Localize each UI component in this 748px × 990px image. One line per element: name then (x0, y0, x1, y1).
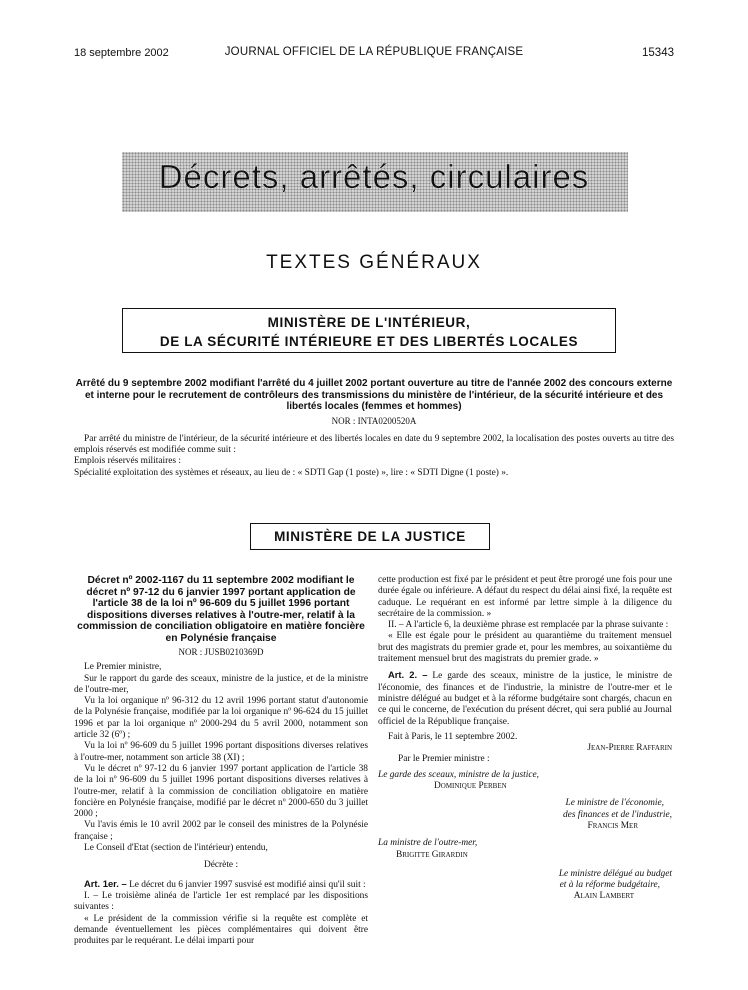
article-1-section-ii: II. – A l'article 6, la deuxième phrase est remplacée par la phrase suivante : (388, 620, 669, 631)
signing-place-date: Fait à Paris, le 11 septembre 2002. (388, 731, 518, 742)
decret-paragraph: Sur le rapport du garde des sceaux, ministre de la justice, et de la ministre de l'outre-mer, (74, 673, 368, 695)
signatory-title-justice: Le garde des sceaux, ministre de la justice, (378, 769, 539, 780)
decret-paragraph: Vu la loi nº 96-609 du 5 juillet 1996 portant dispositions diverses relatives à l'outre-mer, notamment son article 38 (XI) ; (74, 741, 368, 763)
decret-title: Décret nº 2002-1167 du 11 septembre 2002 modifiant le décret nº 97-12 du 6 janvier 1997 portant application de l'article 38 de la loi nº 96-609 du 5 juillet 1996 portant dispositions diverses relatives à l'outre-mer, relatif à la commission de conciliation obligatoire en matière foncière en Polynésie française (77, 575, 365, 644)
ministry-heading-justice: MINISTÈRE DE LA JUSTICE (250, 523, 490, 550)
ministry-heading-line2: DE LA SÉCURITÉ INTÉRIEURE ET DES LIBERTÉS LOCALES (159, 334, 579, 349)
decret-right-column (378, 575, 672, 903)
journal-title: JOURNAL OFFICIEL DE LA RÉPUBLIQUE FRANÇAISE (224, 46, 524, 58)
ministry-heading-interieur (122, 308, 616, 353)
arrete-paragraph: Emplois réservés militaires : (74, 456, 182, 467)
article-2-text: Le garde des sceaux, ministre de la justice, le ministre de l'économie, des finances et de l'industrie, la ministre de l'outre-mer et le ministre délégué au budget et à la réforme budgétaire sont chargés, chacun en ce qui le concerne, de l'exécution du présent décret, qui sera publié au Journal officiel de la République française. (378, 671, 672, 727)
arrete-paragraph: Par arrêté du ministre de l'intérieur, de la sécurité intérieure et des libertés locales en date du 9 septembre 2002, la localisation des postes ouverts au titre des emplois réservés est modifiée comme suit : (74, 434, 674, 456)
article-1-section-i: I. – Le troisième alinéa de l'article 1er est remplacé par les dispositions suivantes : (74, 890, 368, 913)
decret-paragraph: Vu le décret nº 97-12 du 6 janvier 1997 portant application de l'article 38 de la loi nº 96-609 du 5 juillet 1996 portant dispositions diverses relatives à l'outre-mer, relatif à la commission de conciliation obligatoire en matière foncière en Polynésie française, modifié par le décret nº 2000-650 du 3 juillet 2000 ; (74, 763, 368, 820)
signatory-justice: Dominique Perben (434, 781, 507, 792)
article-2 (378, 669, 672, 727)
decret-nor: NOR : JUSB0210369D (178, 647, 264, 657)
article-1-quote: « Le président de la commission vérifie si la requête est complète et demande éventuellement les pièces complémentaires qui doivent être produites par le requérant. Le délai imparti pour (74, 913, 368, 947)
arrete-title: Arrêté du 9 septembre 2002 modifiant l'arrêté du 4 juillet 2002 portant ouverture au titre de l'année 2002 des concours externe et interne pour le recrutement de contrôleurs des transmissions du ministère de l'intérieur, de la sécurité intérieure et des libertés locales (femmes et hommes) (75, 378, 673, 412)
signatory-overseas: Brigitte Girardin (396, 849, 468, 860)
article-1-text: Le décret du 6 janvier 1997 susvisé est modifié ainsi qu'il suit : (129, 879, 366, 890)
arrete-body (74, 434, 674, 479)
article-2-label: Art. 2. – (388, 669, 428, 681)
decret-paragraph: Le Premier ministre, (84, 662, 162, 673)
signatory-intro: Par le Premier ministre : (398, 754, 490, 765)
signatory-economy: Francis Mer (587, 820, 638, 831)
article-1-quote-2: « Elle est égale pour le président au quarantième du traitement mensuel brut des magistrats du premier grade et, pour les membres, au soixantième du traitement mensuel brut des magistrats du premier grade. » (378, 631, 672, 665)
signatory-title-economy-1: Le ministre de l'économie, (565, 798, 664, 809)
signatory-title-budget-1: Le ministre délégué au budget (558, 868, 672, 879)
decrete-label: Décrète : (203, 860, 239, 871)
section-title: TEXTES GÉNÉRAUX (266, 252, 482, 273)
signatory-budget: Alain Lambert (573, 891, 634, 902)
decret-paragraph: Vu l'avis émis le 10 avril 2002 par le conseil des ministres de la Polynésie française ; (74, 820, 368, 842)
article-1-label: Art. 1er. – (84, 877, 127, 889)
publication-date: 18 septembre 2002 (74, 47, 169, 59)
quote-continuation: cette production est fixé par le président et peut être prorogé une fois pour une durée égale ou inférieure. A défaut du respect du délai ainsi fixé, la requête est caduque. Le requérant en est informé par lettre simple à la diligence du secrétaire de la commission. » (378, 575, 672, 619)
decret-left-column (74, 575, 368, 947)
arrete-nor: NOR : INTA0200520A (331, 416, 417, 426)
decret-paragraph: Vu la loi organique nº 96-312 du 12 avril 1996 portant statut d'autonomie de la Polynésie française, modifiée par la loi organique nº 96-624 du 15 juillet 1996 et par la loi organique nº 2000-294 du 5 avril 2000, notamment son article 32 (6º) ; (74, 696, 368, 741)
article-1 (74, 878, 368, 891)
banner-title: Décrets, arrêtés, circulaires (158, 158, 590, 195)
signatory-title-economy-2: des finances et de l'industrie, (562, 809, 672, 820)
signatory-title-budget-2: et à la réforme budgétaire, (559, 880, 660, 891)
page-number: 15343 (642, 47, 674, 59)
signatory-title-overseas: La ministre de l'outre-mer, (378, 838, 478, 849)
decret-paragraph: Le Conseil d'Etat (section de l'intérieur) entendu, (84, 843, 268, 854)
arrete-paragraph: Spécialité exploitation des systèmes et réseaux, au lieu de : « SDTI Gap (1 poste) », lire : « SDTI Digne (1 poste) ». (74, 467, 509, 478)
signatory-prime-minister: Jean-Pierre Raffarin (587, 743, 672, 754)
ministry-heading-line1: MINISTÈRE DE L'INTÉRIEUR, (267, 315, 471, 330)
